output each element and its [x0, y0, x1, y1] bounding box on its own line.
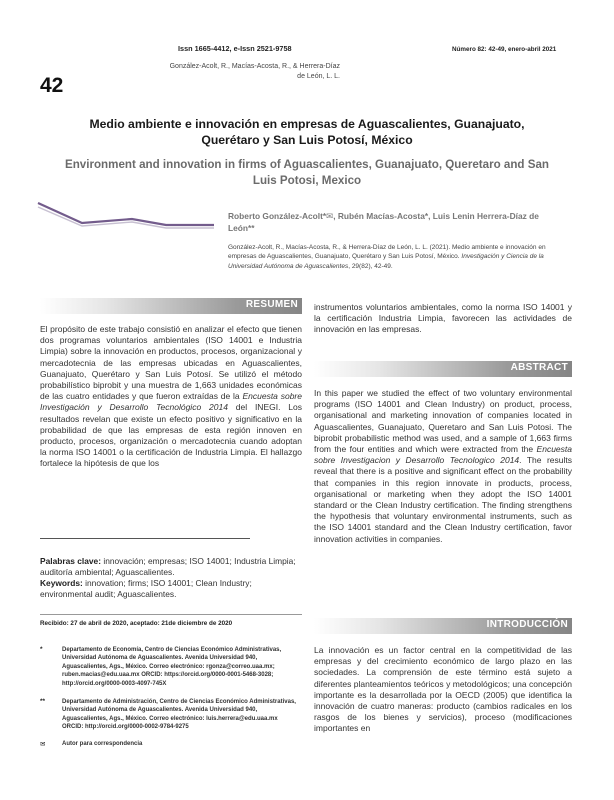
- footnote-2: [40, 698, 302, 740]
- keywords-en: innovation; firms; ISO 14001; Clean Industry; environmental audit; Aguascalientes.: [40, 578, 252, 599]
- resumen-continuation: instrumentos voluntarios ambientales, como la norma ISO 14001 y la certificación Industria Limpia, favorecen las actividades de innovación en las empresas.: [314, 302, 572, 335]
- author-list: Roberto González-Acolt*✉, Rubén Macías-Acosta*, Luis Lenin Herrera-Díaz de León**: [228, 211, 539, 233]
- footnote-2-mark: **: [40, 698, 46, 705]
- decorative-line-graphic: [36, 195, 216, 231]
- resumen-heading: RESUMEN: [245, 299, 298, 310]
- introduccion-heading: INTRODUCCIÓN: [486, 619, 568, 630]
- resumen-header-bar: [40, 298, 302, 314]
- page-number: 42: [40, 74, 64, 97]
- running-authors: González-Acolt, R., Macías-Acosta, R., & Herrera-Díaz de León, L. L.: [169, 63, 340, 80]
- envelope-icon: ✉: [40, 741, 46, 748]
- footnote-1-text: Departamento de Economía, Centro de Ciencias Económico Administrativas, Universidad Autónoma de Aguascalientes. Avenida Universidad 940, Aguascalientes, Ags., México. Correo electrónico: rgonza@correo.uaa.mx; ruben.macias@edu.uaa.mx ORCID: https://orcid.org/0000-0001-5468-3028; http://orcid.org/0000-0003-4097-745X: [62, 647, 282, 687]
- keywords-es-label: Palabras clave:: [40, 556, 101, 566]
- keywords-block: [40, 556, 302, 600]
- issue-line: Número 82: 42-49, enero-abril 2021: [452, 46, 557, 53]
- resumen-text: El propósito de este trabajo consistió en analizar el efecto que tienen dos programas voluntarios ambientales (ISO 14001 e Industria Limpia) sobre la innovación en productos, procesos, organizacional y mercadotecnia de las empresas ubicadas en Aguascalientes, Guanajuato, Querétaro y San Luis Potosí. Se utilizó el método probabilístico biprobit y una muestra de 1,663 unidades económicas de las cuatro entidades y que fueron extraídas de la: [40, 324, 302, 402]
- citation-tail: , 29(82), 42-49.: [348, 262, 393, 270]
- introduccion-paragraph: La innovación es un factor central en la competitividad de las empresas y del crecimiento económico de largo plazo en las sociedades. La comprensión de este término está sujeto a diferentes planteamientos teóricos y metodológicos; una concepción importante es la desarrollada por la OECD (2005) que identifica la innovación de cuatro maneras: producto (cambios radicales en los rasgos de los bienes y servicios), proceso (modificaciones importantes en: [314, 645, 572, 734]
- footnote-1: [40, 646, 302, 698]
- resumen-survey-title: Encuesta sobre Investigación y Desarrollo Tecnológico 2014: [40, 391, 302, 413]
- received-date: Recibido: 27 de abril de 2020, aceptado: 21de diciembre de 2020: [40, 620, 233, 627]
- title-spanish: Medio ambiente e innovación en empresas de Aguascalientes, Guanajuato, Querétaro y San Luis Potosí, México: [89, 117, 525, 147]
- footnote-3: [40, 740, 302, 752]
- abstract-paragraph: [314, 388, 572, 545]
- issn-line: Issn 1665-4412, e-Issn 2521-9758: [178, 44, 292, 53]
- keywords-divider: [40, 538, 250, 539]
- keywords-es: innovación; empresas; ISO 14001; Industria Limpia; auditoría ambiental; Aguascalientes.: [40, 556, 296, 577]
- abstract-text: In this paper we studied the effect of two voluntary environmental programs (ISO 14001 and Clean Industry) on product, process, organisational and marketing innovation of companies located in Aguascalientes, Guanajuato, Queretaro and San Luis Potosi. The biprobit probabilistic method was used, and a sample of 1,663 firms from the four entities and which were extracted from the: [314, 388, 572, 455]
- abstract-survey-title: Encuesta sobre Investigacion y Desarrollo Tecnologico 2014: [314, 444, 572, 466]
- citation-journal: Investigación y Ciencia de la Universidad Autónoma de Aguascalientes: [228, 253, 544, 270]
- citation: [228, 243, 562, 271]
- citation-text: González-Acolt, R., Macías-Acosta, R., & Herrera-Díaz de León, L. L. (2021). Medio ambiente e innovación en empresas de Aguascalientes, Guanajuato, Querétaro y San Luis Potosí, México.: [228, 244, 546, 261]
- abstract-heading: ABSTRACT: [510, 362, 568, 373]
- footnotes: [40, 646, 302, 752]
- received-divider: [40, 614, 302, 615]
- keywords-en-label: Keywords:: [40, 578, 83, 588]
- footnote-1-mark: *: [40, 646, 43, 653]
- footnote-3-text: Autor para correspondencia: [62, 741, 143, 747]
- abstract-text-end: . The results reveal that there is a positive and significant effect on the probability that companies in this region innovate in products, process, organisational or marketing when they adopt the ISO 14001 standard or the Clean Industry certification. The finding strengthens the hypothesis that voluntary environmental instruments, such as the ISO 14001 standard and the Clean Industry certification, favor innovation activities in companies.: [314, 455, 572, 544]
- resumen-text-end: del INEGI. Los resultados revelan que existe un efecto positivo y significativo en la probabilidad de que las empresas de esta región innoven en producto, procesos, organización o mercadotecnia cuando adoptan la norma ISO 14001 o la certificación de Industria Limpia. El hallazgo fortalece la hipótesis de que los: [40, 402, 302, 469]
- title-english: Environment and innovation in firms of Aguascalientes, Guanajuato, Queretaro and San Luis Potosi, Mexico: [64, 158, 549, 187]
- introduccion-header-bar: [314, 618, 572, 634]
- abstract-header-bar: [314, 361, 572, 377]
- footnote-2-text: Departamento de Administración, Centro de Ciencias Económico Administrativas, Universidad Autónoma de Aguascalientes. Avenida Universidad 940, Aguascalientes, Ags., México. Correo electrónico: luis.herrera@edu.uaa.mx ORCID: http://orcid.org/0000-0002-9784-9275: [62, 699, 296, 731]
- resumen-paragraph: [40, 324, 302, 470]
